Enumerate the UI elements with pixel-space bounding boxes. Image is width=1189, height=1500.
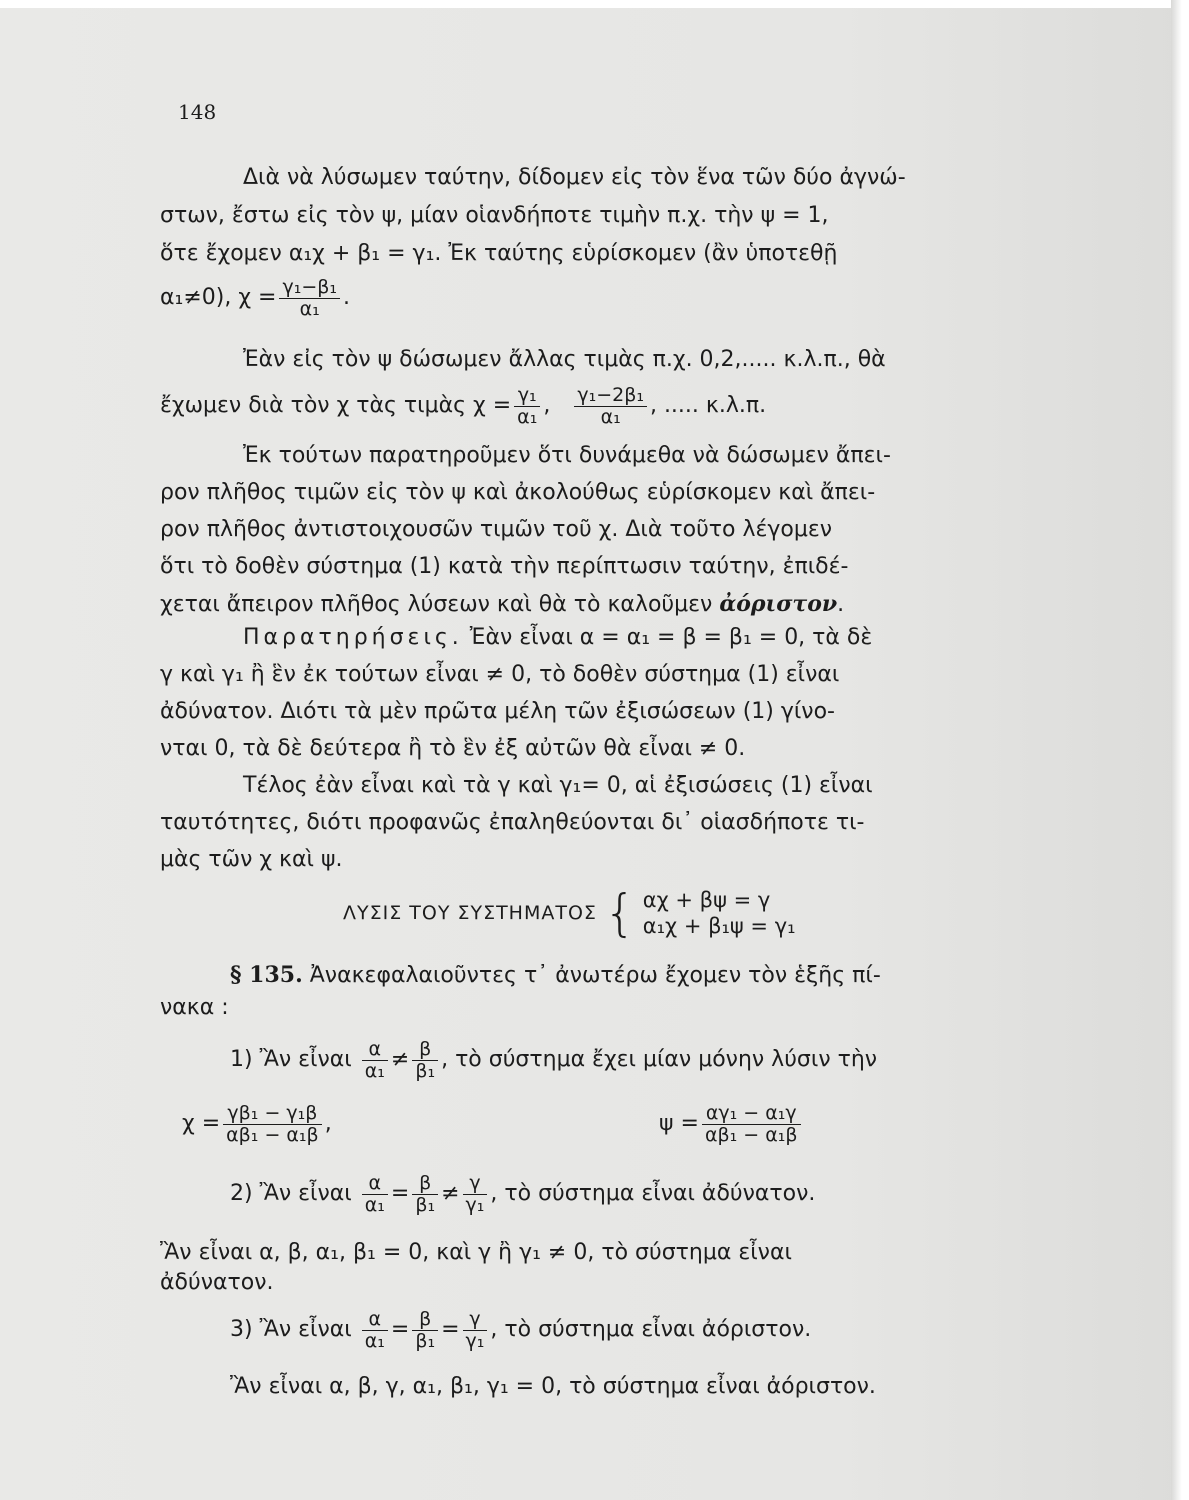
fraction: $\frac{\alpha}{\text{α₁}}$	[362, 1173, 388, 1216]
para1-line2: στων, ἔστω εἰς τὸν ψ, μίαν οἱανδήποτε τιμὴν π.χ. τὴν ψ = 1,	[160, 203, 829, 228]
para1-line1: Διὰ νὰ λύσωμεν ταύτην, δίδομεν εἰς τὸν ἕνα τῶν δύο ἀγνώ-	[243, 165, 906, 190]
para5-line1: Τέλος ἐὰν εἶναι καὶ τὰ γ καὶ γ₁= 0, αἱ ἐξισώσεις (1) εἶναι	[243, 773, 873, 798]
page-number: 148	[178, 100, 217, 124]
system-eq2: α₁χ + β₁ψ = γ₁	[642, 914, 796, 938]
fraction: $\frac{\gamma}{\text{γ₁}}$	[463, 1309, 488, 1352]
solution-x: χ = $\frac{\text{γβ₁ − γ₁β}}{\text{αβ₁ − α₁β}}$ ,	[182, 1101, 332, 1146]
system-equations	[643, 887, 796, 939]
fraction: $\frac{\alpha}{\text{α₁}}$	[362, 1039, 388, 1082]
case2-line3: ἀδύνατον.	[160, 1270, 274, 1295]
fraction: $\frac{\text{αγ₁ − α₁γ}}{\text{αβ₁ − α₁β}}$	[702, 1103, 801, 1146]
fraction: $\frac{\beta}{\text{β₁}}$	[412, 1173, 438, 1216]
para3-line2: ρον πλῆθος τιμῶν εἰς τὸν ψ καὶ ἀκολούθως εὑρίσκομεν καὶ ἄπει-	[160, 480, 876, 505]
system-heading	[343, 884, 903, 942]
para4-line2: γ καὶ γ₁ ἢ ἓν ἐκ τούτων εἶναι ≠ 0, τὸ δοθὲν σύστημα (1) εἶναι	[160, 662, 840, 687]
para5-line2: ταυτότητες, διότι προφανῶς ἐπαληθεύονται δι᾽ οἱασδήποτε τι-	[160, 810, 865, 835]
para2-line1: Ἐὰν εἰς τὸν ψ δώσωμεν ἄλλας τιμὰς π.χ. 0,2,..... κ.λ.π., θὰ	[243, 347, 886, 372]
para2-line2: ἔχωμεν διὰ τὸν χ τὰς τιμὰς χ = $\frac{\text{γ₁}}{\text{α₁}}$ , $\frac{\text{γ₁−2β₁}}{\text{α₁}}$ , ..... κ.λ.π.	[160, 383, 767, 428]
case2-line1: 2) Ἂν εἶναι $\frac{\alpha}{\text{α₁}}$ = $\frac{\beta}{\text{β₁}}$ ≠ $\frac{\gamma}{\text{γ₁}}$ , τὸ σύστημα εἶναι ἀδύνατον.	[230, 1171, 816, 1216]
solution-y: ψ = $\frac{\text{αγ₁ − α₁γ}}{\text{αβ₁ − α₁β}}$	[659, 1111, 804, 1136]
fraction: $\frac{\alpha}{\text{α₁}}$	[362, 1309, 388, 1352]
para1-line4: α₁≠0), χ = $\frac{\text{γ₁−β₁}}{\text{α₁}}$ .	[160, 275, 350, 320]
fraction: $\frac{\text{γ₁−β₁}}{\text{α₁}}$	[279, 277, 340, 320]
fraction: $\frac{\text{γ₁−2β₁}}{\text{α₁}}$	[574, 385, 647, 428]
fraction: $\frac{\text{γ₁}}{\text{α₁}}$	[514, 385, 540, 428]
para3-line1: Ἐκ τούτων παρατηροῦμεν ὅτι δυνάμεθα νὰ δώσωμεν ἄπει-	[243, 443, 891, 468]
fraction: $\frac{\gamma}{\text{γ₁}}$	[463, 1173, 488, 1216]
para5-line3: μὰς τῶν χ καὶ ψ.	[160, 847, 343, 872]
para4-line1: Παρατηρήσεις. Ἐὰν εἶναι α = α₁ = β = β₁ = 0, τὰ δὲ	[243, 625, 873, 650]
case3-line1: 3) Ἂν εἶναι $\frac{\alpha}{\text{α₁}}$ = $\frac{\beta}{\text{β₁}}$ = $\frac{\gamma}{\text{γ₁}}$ , τὸ σύστημα εἶναι ἀόριστον.	[230, 1307, 812, 1352]
section-line1: § 135. Ἀνακεφαλαιοῦντες τ᾽ ἀνωτέρω ἔχομεν τὸν ἑξῆς πί-	[230, 962, 881, 988]
para3-line4: ὅτι τὸ δοθὲν σύστημα (1) κατὰ τὴν περίπτωσιν ταύτην, ἐπιδέ-	[160, 554, 849, 579]
para3-line3: ρον πλῆθος ἀντιστοιχουσῶν τιμῶν τοῦ χ. Διὰ τοῦτο λέγομεν	[160, 517, 833, 542]
section-line2: νακα :	[160, 995, 229, 1020]
para4-line3: ἀδύνατον. Διότι τὰ μὲν πρῶτα μέλη τῶν ἐξισώσεων (1) γίνο-	[160, 699, 835, 724]
para1-line3: ὅτε ἔχομεν α₁χ + β₁ = γ₁. Ἐκ ταύτης εὑρίσκομεν (ἂν ὑποτεθῇ	[160, 241, 838, 266]
brace: {	[603, 884, 636, 942]
case1-line1: 1) Ἂν εἶναι $\frac{\alpha}{\text{α₁}}$ ≠ $\frac{\beta}{\text{β₁}}$ , τὸ σύστημα ἔχει μίαν μόνην λύσιν τὴν	[230, 1037, 878, 1082]
page-top-edge	[0, 0, 1189, 8]
fraction: $\frac{\text{γβ₁ − γ₁β}}{\text{αβ₁ − α₁β}}$	[223, 1103, 322, 1146]
case1-solutions	[160, 1096, 1072, 1152]
fraction: $\frac{\beta}{\text{β₁}}$	[412, 1309, 438, 1352]
case2-line2: Ἂν εἶναι α, β, α₁, β₁ = 0, καὶ γ ἢ γ₁ ≠ 0, τὸ σύστημα εἶναι	[160, 1240, 792, 1265]
system-eq1: αχ + βψ = γ	[642, 888, 771, 912]
para4-line4: νται 0, τὰ δὲ δεύτερα ἢ τὸ ἓν ἐξ αὐτῶν θὰ εἶναι ≠ 0.	[160, 736, 746, 761]
system-label: ΛΥΣΙΣ ΤΟΥ ΣΥΣΤΗΜΑΤΟΣ	[343, 902, 597, 924]
page-right-edge	[1171, 0, 1189, 1500]
case3-line2: Ἂν εἶναι α, β, γ, α₁, β₁, γ₁ = 0, τὸ σύστημα εἶναι ἀόριστον.	[230, 1374, 876, 1399]
fraction: $\frac{\beta}{\text{β₁}}$	[412, 1039, 438, 1082]
para3-line5: χεται ἄπειρον πλῆθος λύσεων καὶ θὰ τὸ καλοῦμεν ἀόριστον.	[160, 591, 845, 617]
